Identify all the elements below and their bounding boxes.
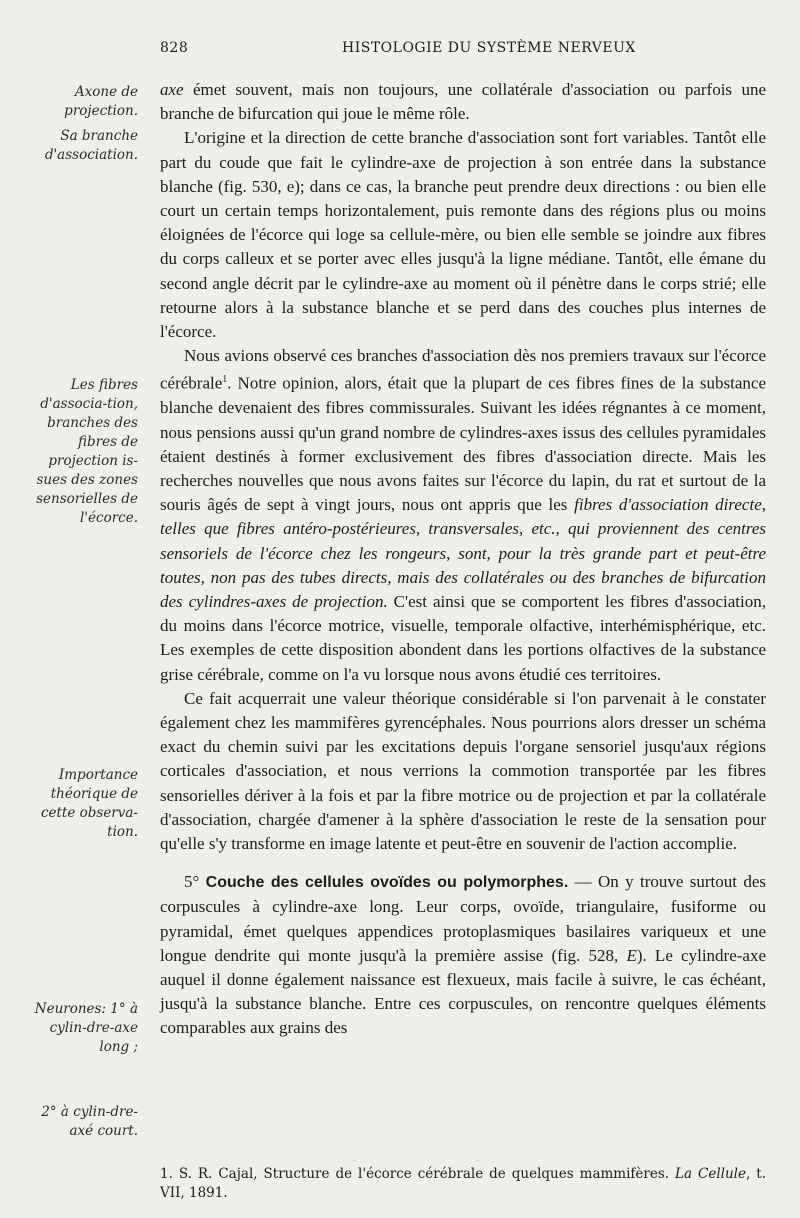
margin-note-importance: Importance théorique de cette observa-tion. — [40, 767, 138, 840]
p3-text-b: . Notre opinion, alors, était que la plupart de ces fibres fines de la substance blanche devenaient des fibres commissurales. Suivant les idées régnantes à ce moment, nous pensions aussi qu'un grand nombre de cylindres-axes issus des cellules pyramidales étaient destinés à former exclusivement des fibres d'association directe. Mais les recherches nouvelles que nous avons faites sur l'écorce du lapin, du rat et surtout de la souris âgés de sept à vingt jours, nous ont appris que les — [160, 374, 766, 515]
page-number: 828 — [160, 40, 189, 56]
p3-italic: fibres d'association directe, telles que fibres antéro-postérieures, transversales, etc., qui proviennent des centres sensoriels de l'écorce chez les rongeurs, sont, pour la très grande part et peut-être toutes, non pas des tubes directs, mais des collatérales ou des branches de bifurcation des cylindres-axes de projection. — [160, 495, 767, 611]
p3-text-a: Nous avions observé ces branches d'association dès nos premiers travaux sur l'écorce cérébrale — [160, 346, 766, 394]
margin-note-cylindre-court: 2° à cylin-dre-axé court. — [41, 1104, 138, 1139]
p5-number: 5° — [184, 872, 200, 892]
footnote-text-a: 1. S. R. Cajal, Structure de l'écorce cérébrale de quelques mammifères. — [160, 1166, 676, 1182]
margin-note-neurones: Neurones: 1° à cylin-dre-axe long ; — [34, 1001, 138, 1055]
margin-note-axone: Axone de projection. — [64, 84, 138, 119]
main-text — [160, 78, 766, 1041]
page-header — [160, 40, 760, 62]
margin-note-fibres: Les fibres d'associa-tion, branches des fibres de projection is-sues des zones sensorielles de l'écorce. — [36, 377, 138, 526]
section-title: Couche des cellules ovoïdes ou polymorphes. — [205, 874, 569, 892]
paragraph-2: L'origine et la direction de cette branche d'association sont fort variables. Tantôt elle part du coude que fait le cylindre-axe de projection à son entrée dans la substance blanche (fig. 530, e); dans ce cas, la branche peut prendre deux directions : ou bien elle court un certain temps horizontalement, puis remonte dans des régions plus ou moins éloignées de l'écorce qui loge sa cellule-mère, ou bien elle semble se joindre aux fibres du corps calleux et se porter avec elles jusqu'à la ligne médiane. Tantôt, elle émane du second angle décrit par le cylindre-axe au moment où il pénètre dans le corps strié; elle retourne alors à la substance blanche et se perd dans des couches plus internes de l'écorce. — [160, 128, 766, 342]
paragraph-1 — [160, 78, 766, 126]
p3-text-c: C'est ainsi que se comportent les fibres d'association, du moins dans l'écorce motrice, visuelle, temporale olfactive, interhémisphérique, etc. Les exemples de cette disposition abondent dans les portions olfactives de la substance grise cérébrale, comme on l'a vu lorsque nous avons étudié ces territoires. — [160, 591, 766, 684]
footnote-ref: 1 — [222, 374, 228, 386]
p1-italic: axe — [160, 80, 184, 99]
p5-text-a: — On y trouve surtout des corpuscules à cylindre-axe long. Leur corps, ovoïde, triangulaire, fusiforme ou pyramidal, émet quelques appendices protoplasmiques basilaires variqueux et une longue dendrite qui monte jusqu'à la première assise (fig. 528, — [160, 872, 766, 965]
p1-text: émet souvent, mais non toujours, une collatérale d'association ou parfois une branche de bifurcation qui joue le même rôle. — [160, 80, 766, 124]
footnote — [160, 1165, 766, 1203]
footnote-journal: La Cellule — [675, 1166, 746, 1182]
p5-text-b: ). Le cylindre-axe auquel il donne également naissance est flexueux, mais facile à suivre, le cas échéant, jusqu'à la substance blanche. Entre ces corpuscules, on rencontre quelques éléments comparables aux grains des — [160, 945, 767, 1038]
running-title: HISTOLOGIE DU SYSTÈME NERVEUX — [342, 40, 636, 56]
margin-note-branche: Sa branche d'association. — [44, 128, 138, 163]
paragraph-3 — [160, 344, 766, 687]
paragraph-5 — [160, 870, 766, 1040]
footnote-text-b: , t. VII, 1891. — [160, 1166, 766, 1201]
p5-italic: E — [626, 945, 637, 965]
paragraph-4: Ce fait acquerrait une valeur théorique considérable si l'on parvenait à le constater également chez les mammifères gyrencéphales. Nous pourrions alors dresser un schéma exact du chemin suivi par les excitations depuis l'organe sensoriel jusqu'aux régions corticales d'association, et nous verrions la commotion transportée par les fibres sensorielles dériver à la fois et par la fibre motrice ou de projection et par la collatérale d'association, chargée d'amener à la sphère d'association le reste de la sensation pour qu'elle s'y transforme en image latente et peut-être en souvenir de l'action accomplie. — [160, 688, 766, 853]
